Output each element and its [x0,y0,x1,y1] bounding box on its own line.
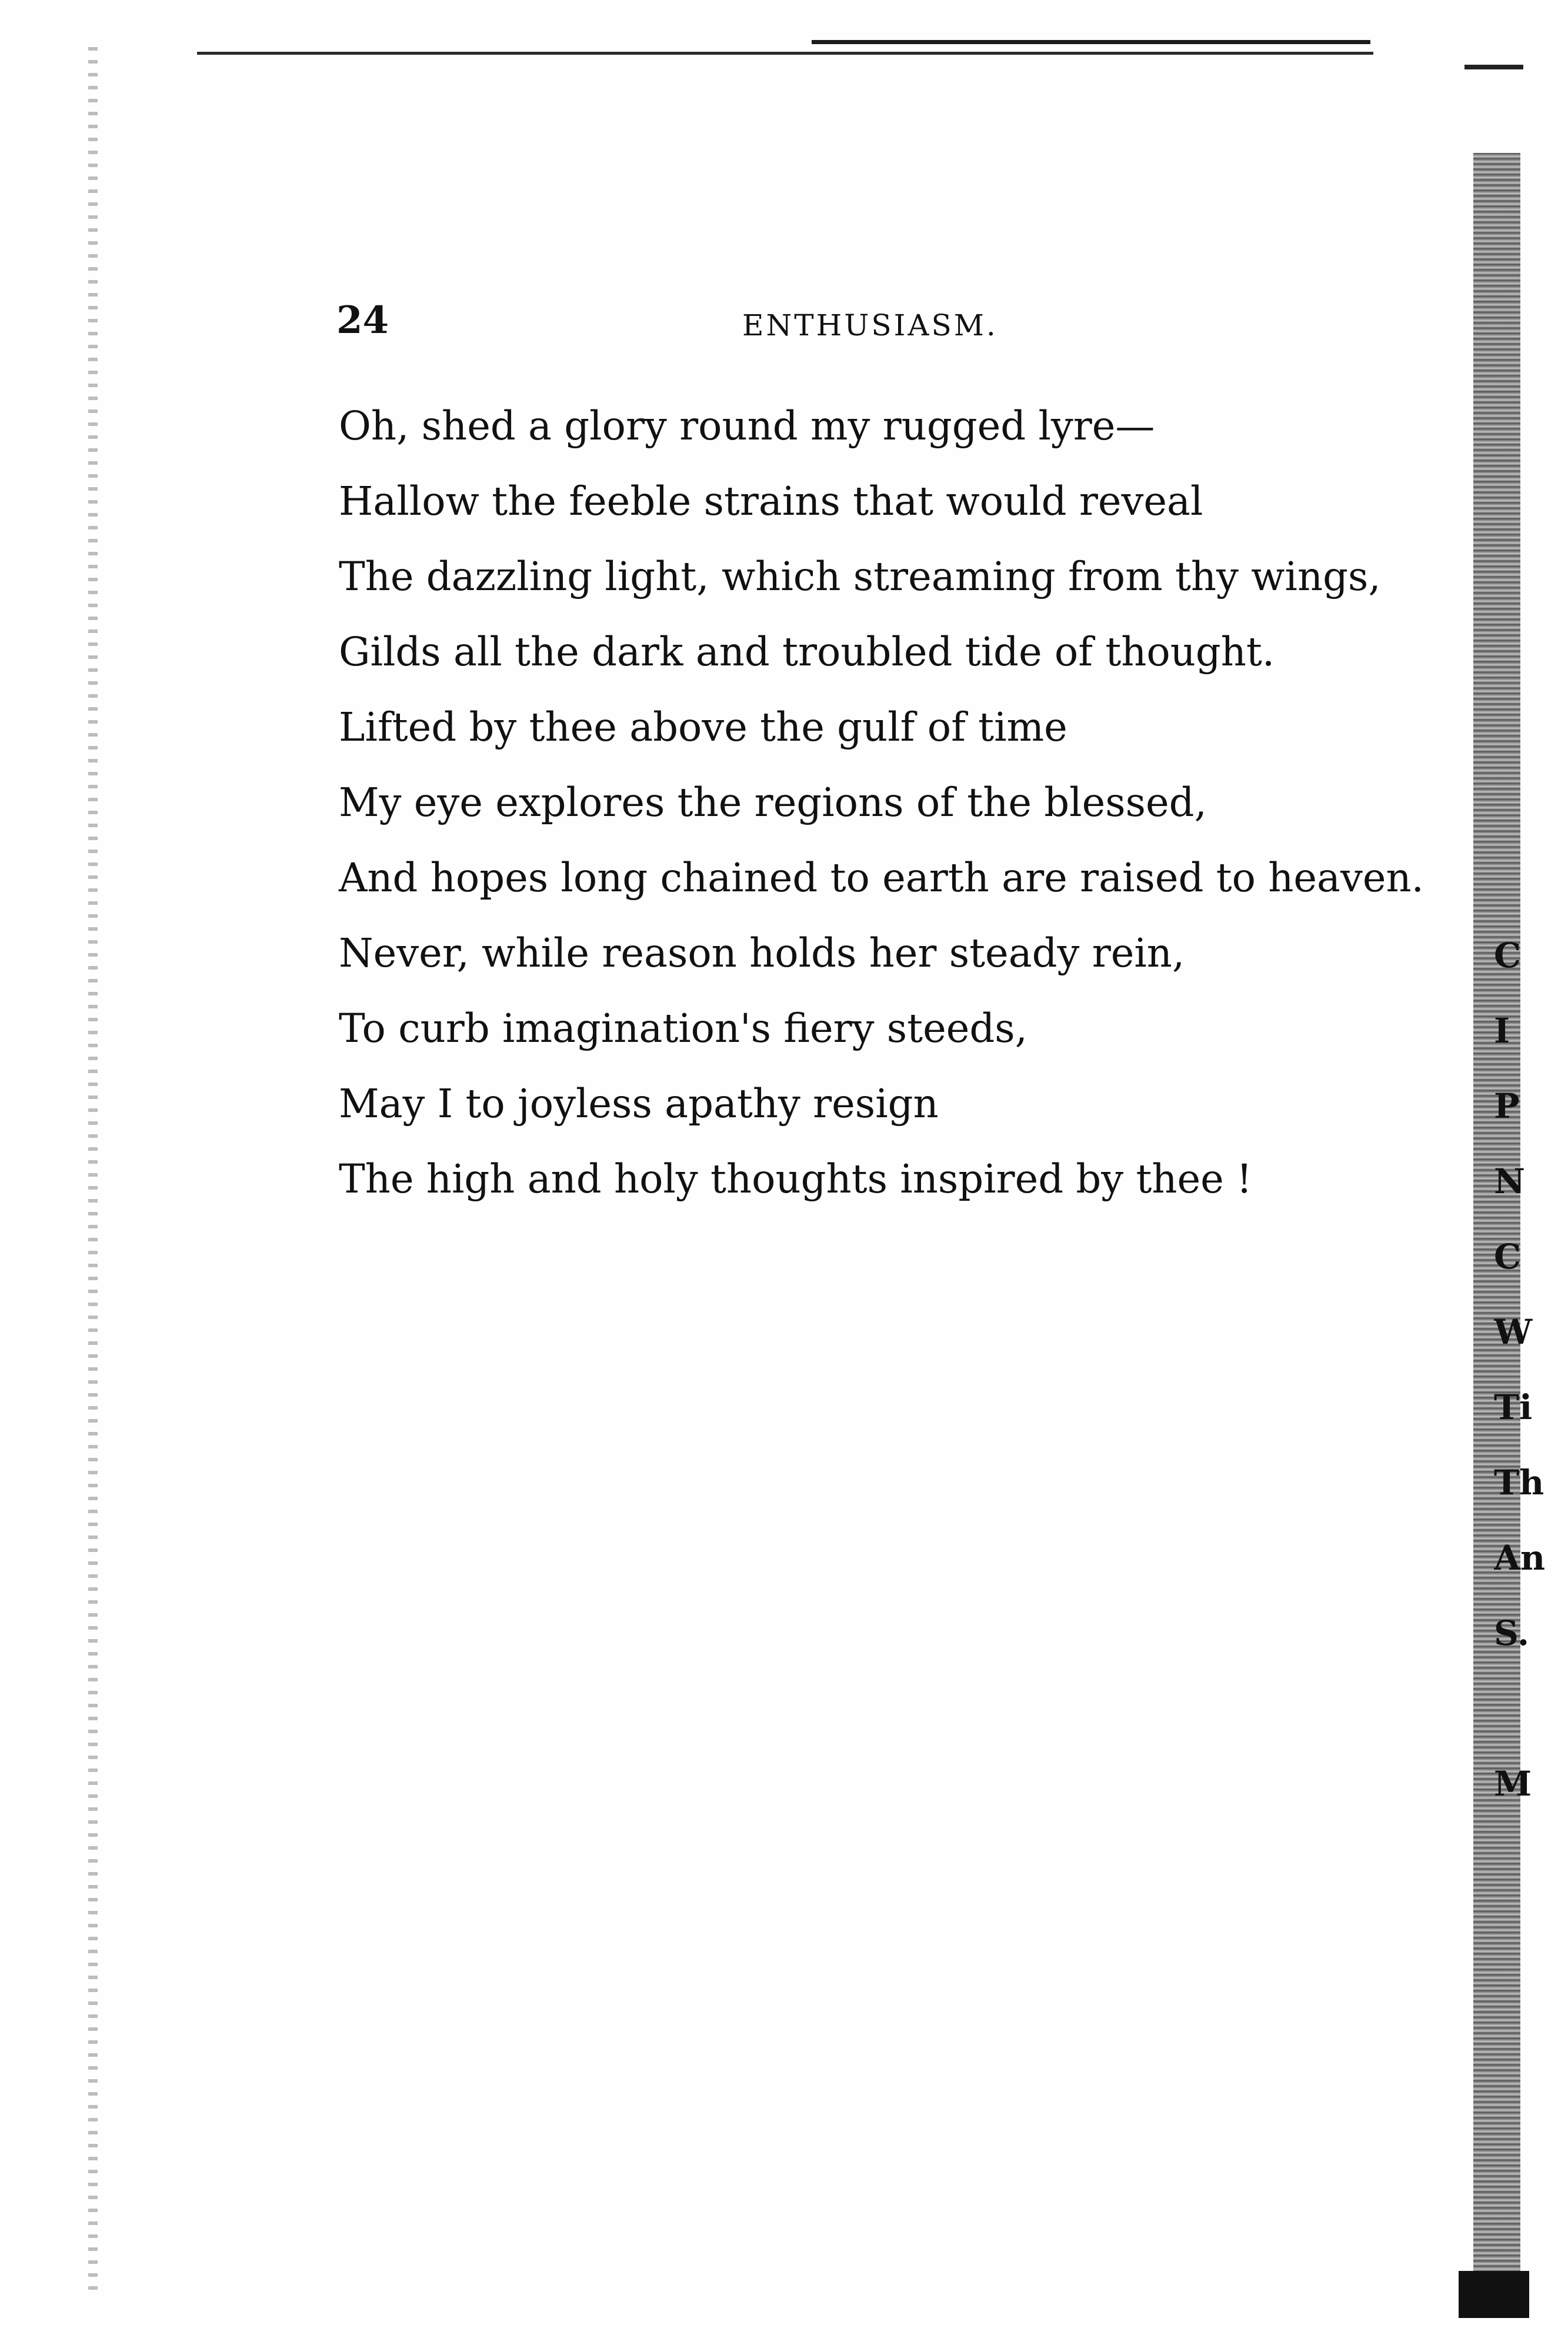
poem-body [339,388,1456,1217]
margin-letter: Ti [1494,1387,1533,1427]
margin-letter: C [1494,935,1522,975]
poem-line: Hallow the feeble strains that would reveal [339,478,1203,524]
poem-line: And hopes long chained to earth are raised to heaven. [339,855,1424,901]
poem-line: Never, while reason holds her steady rein, [339,930,1185,976]
margin-letter: N [1494,1161,1526,1201]
margin-letter [1494,1671,1568,1746]
scan-rule-top [197,52,1373,55]
scan-edge-right-bottom [1459,2271,1529,2318]
margin-letter: An [1494,1538,1546,1578]
poem-line: Oh, shed a glory round my rugged lyre— [339,403,1155,449]
poem-line: Gilds all the dark and troubled tide of thought. [339,629,1275,675]
margin-letter: P [1494,1086,1520,1126]
running-head: ENTHUSIASM. [742,308,998,342]
page-header [336,297,1454,344]
poem-line: To curb imagination's fiery steeds, [339,1005,1027,1051]
scan-edge-top [812,40,1370,44]
poem-line: The high and holy thoughts inspired by thee ! [339,1156,1253,1202]
page-number: 24 [336,298,389,342]
margin-letter: C [1494,1237,1522,1277]
poem-line: Lifted by thee above the gulf of time [339,704,1067,750]
scan-edge-left [88,47,98,2294]
scan-edge-right-top [1464,65,1523,69]
margin-letter: S. [1494,1613,1530,1653]
margin-letter: M [1494,1764,1532,1804]
margin-letter: Th [1494,1463,1544,1503]
margin-letter: I [1494,1011,1510,1051]
poem-line: My eye explores the regions of the blessed, [339,780,1207,825]
poem-line: May I to joyless apathy resign [339,1081,939,1127]
margin-letter: W [1494,1312,1533,1352]
facing-page-margin-letters [1494,918,1568,1821]
poem-line: The dazzling light, which streaming from thy wings, [339,554,1381,600]
